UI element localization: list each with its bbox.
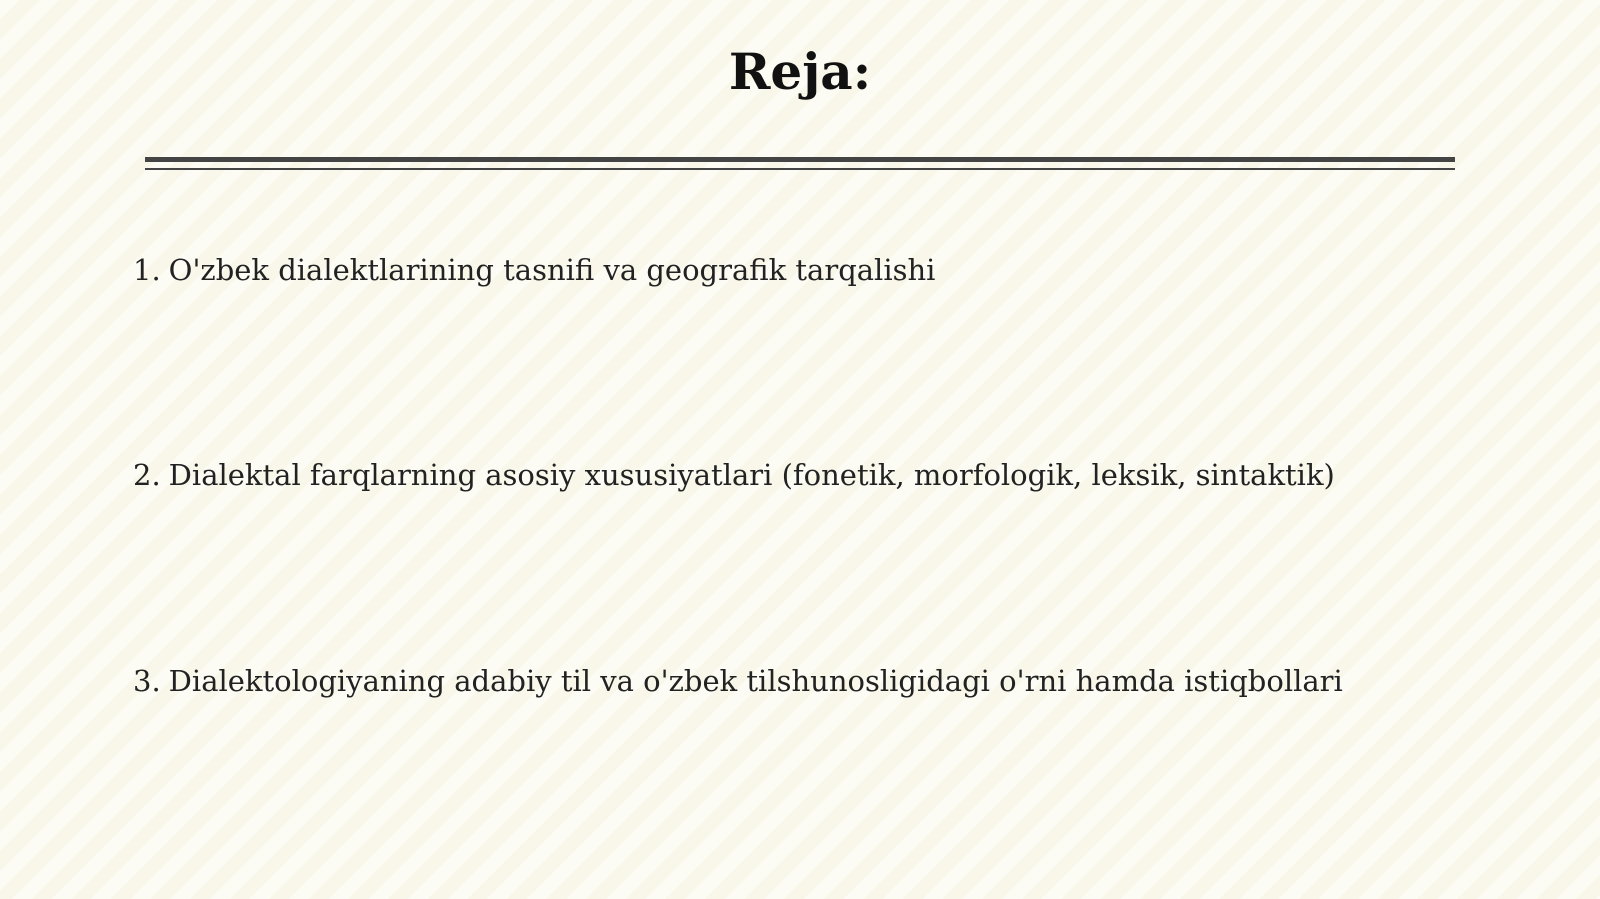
plan-item-2 — [133, 455, 1553, 495]
plan-item-text: Dialektologiyaning adabiy til va o'zbek tilshunosligidagi o'rni hamda istiqbollari — [168, 664, 1343, 698]
plan-item-text: O'zbek dialektlarining tasnifi va geografik tarqalishi — [168, 253, 936, 287]
plan-item-text: Dialektal farqlarning asosiy xususiyatlari (fonetik, morfologik, leksik, sintaktik) — [168, 458, 1335, 492]
title-divider-thick — [145, 157, 1455, 162]
plan-item-number: 1. — [133, 253, 161, 287]
title-divider-thin — [145, 168, 1455, 170]
plan-item-number: 3. — [133, 664, 161, 698]
slide-title: Reja: — [728, 42, 872, 101]
plan-item-number: 2. — [133, 458, 161, 492]
plan-item-3 — [133, 661, 1553, 701]
plan-item-1 — [133, 250, 1553, 290]
